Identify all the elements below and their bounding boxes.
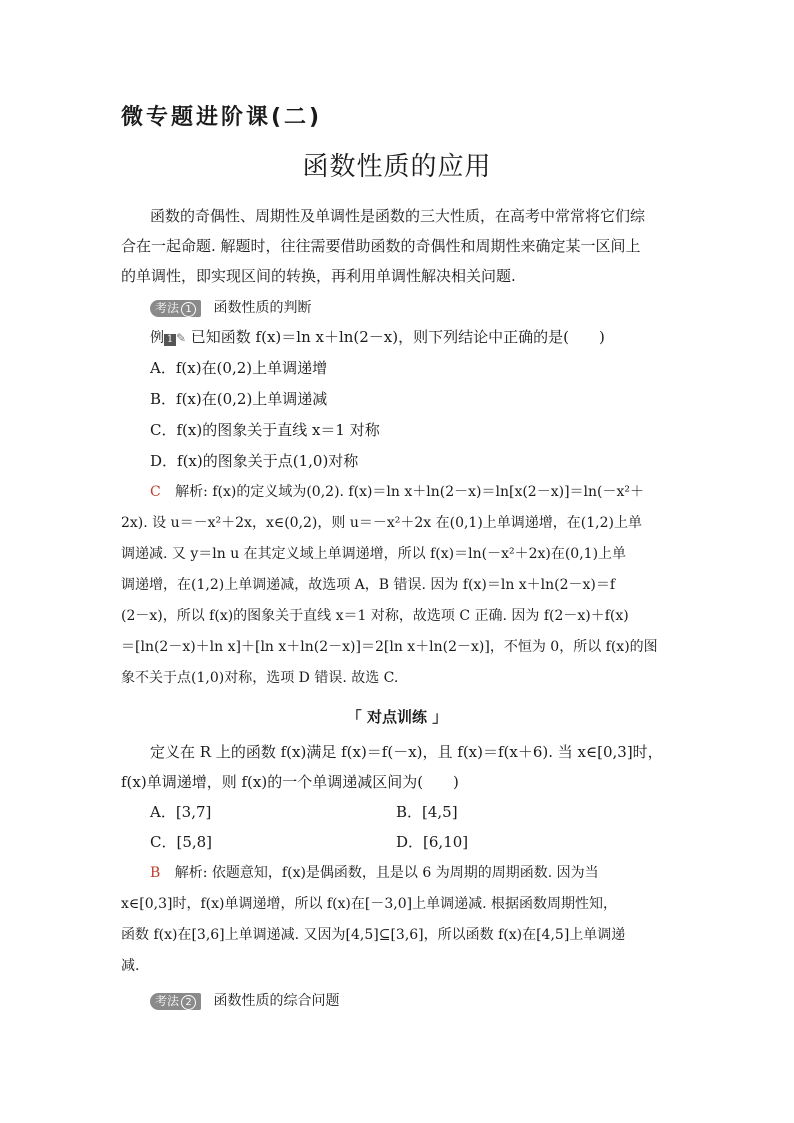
solution-line	[150, 477, 644, 508]
section-heading-2	[150, 990, 339, 1010]
option-c: C．f(x)的图象关于直线 x＝1 对称	[150, 421, 380, 439]
training-title: 「 对点训练 」	[346, 708, 448, 726]
solution-line: (2－x)，所以 f(x)的图象关于直线 x＝1 对称，故选项 C 正确. 因为 f(2－x)＋f(x)	[121, 608, 629, 624]
pencil-icon: ✎	[176, 331, 187, 345]
section-title: 函数性质的判断	[213, 300, 312, 316]
option-b: B．[4,5]	[396, 803, 458, 821]
example-stem-text: 已知函数 f(x)＝ln x＋ln(2－x)，则下列结论中正确的是( )	[190, 328, 605, 346]
solution-line: 减.	[121, 958, 140, 974]
section-badge: 考法 1	[150, 300, 201, 317]
intro-line: 合在一起命题. 解题时，往往需要借助函数的奇偶性和周期性来确定某一区间上	[121, 237, 641, 255]
solution-line: x∈[0,3]时，f(x)单调递增，所以 f(x)在[－3,0]上单调递减. 根据函数周期性知，	[121, 896, 617, 912]
section-number: 2	[181, 995, 196, 1010]
section-number: 1	[181, 302, 196, 317]
solution-line: 函数 f(x)在[3,6]上单调递减. 又因为[4,5]⊆[3,6]，所以函数 f(x)在[4,5]上单调递	[121, 927, 626, 943]
exercise-stem-line: f(x)单调递增，则 f(x)的一个单调递减区间为( )	[121, 773, 459, 791]
solution-line: 2x). 设 u＝－x²＋2x，x∈(0,2)，则 u＝－x²＋2x 在(0,1)上单调递增，在(1,2)上单	[121, 515, 642, 531]
solution-text: f(x)的定义域为(0,2). f(x)＝ln x＋ln(2－x)＝ln[x(2－x)]＝ln(－x²＋	[212, 484, 644, 500]
section-heading-1	[150, 297, 311, 317]
solution-line: 象不关于点(1,0)对称，选项 D 错误. 故选 C.	[121, 670, 399, 686]
example-number: 1	[164, 334, 176, 346]
solution-line	[150, 858, 599, 889]
option-a: A．[3,7]	[150, 803, 212, 821]
analysis-label: 解析:	[174, 865, 208, 881]
series-title: 微专题进阶课(二)	[121, 105, 323, 130]
option-b: B．f(x)在(0,2)上单调递减	[150, 390, 328, 408]
solution-text: 依题意知，f(x)是偶函数，且是以 6 为周期的周期函数. 因为当	[211, 865, 599, 881]
option-a: A．f(x)在(0,2)上单调递增	[150, 359, 328, 377]
section-title: 函数性质的综合问题	[213, 993, 340, 1009]
exercise-stem-line: 定义在 R 上的函数 f(x)满足 f(x)＝f(－x)，且 f(x)＝f(x＋6). 当 x∈[0,3]时，	[150, 743, 663, 761]
option-d: D．[6,10]	[396, 833, 469, 851]
solution-line: 调递减. 又 y＝ln u 在其定义域上单调递增，所以 f(x)＝ln(－x²＋2x)在(0,1)上单	[121, 546, 627, 562]
option-d: D．f(x)的图象关于点(1,0)对称	[150, 452, 359, 470]
analysis-label: 解析:	[175, 484, 208, 500]
option-c: C．[5,8]	[150, 833, 213, 851]
solution-line: 调递增，在(1,2)上单调递减，故选项 A，B 错误. 因为 f(x)＝ln x＋ln(2－x)＝f	[121, 577, 616, 593]
example-stem	[150, 322, 605, 353]
main-title: 函数性质的应用	[302, 152, 492, 182]
section-badge: 考法 2	[150, 993, 201, 1010]
answer-letter: B	[150, 865, 161, 881]
solution-line: ＝[ln(2－x)＋ln x]＋[ln x＋ln(2－x)]＝2[ln x＋ln(2－x)]，不恒为 0，所以 f(x)的图	[121, 639, 658, 655]
intro-line: 函数的奇偶性、周期性及单调性是函数的三大性质，在高考中常常将它们综	[150, 207, 646, 225]
example-label: 例	[150, 330, 164, 346]
intro-line: 的单调性，即实现区间的转换，再利用单调性解决相关问题.	[121, 267, 516, 285]
answer-letter: C	[150, 484, 161, 500]
